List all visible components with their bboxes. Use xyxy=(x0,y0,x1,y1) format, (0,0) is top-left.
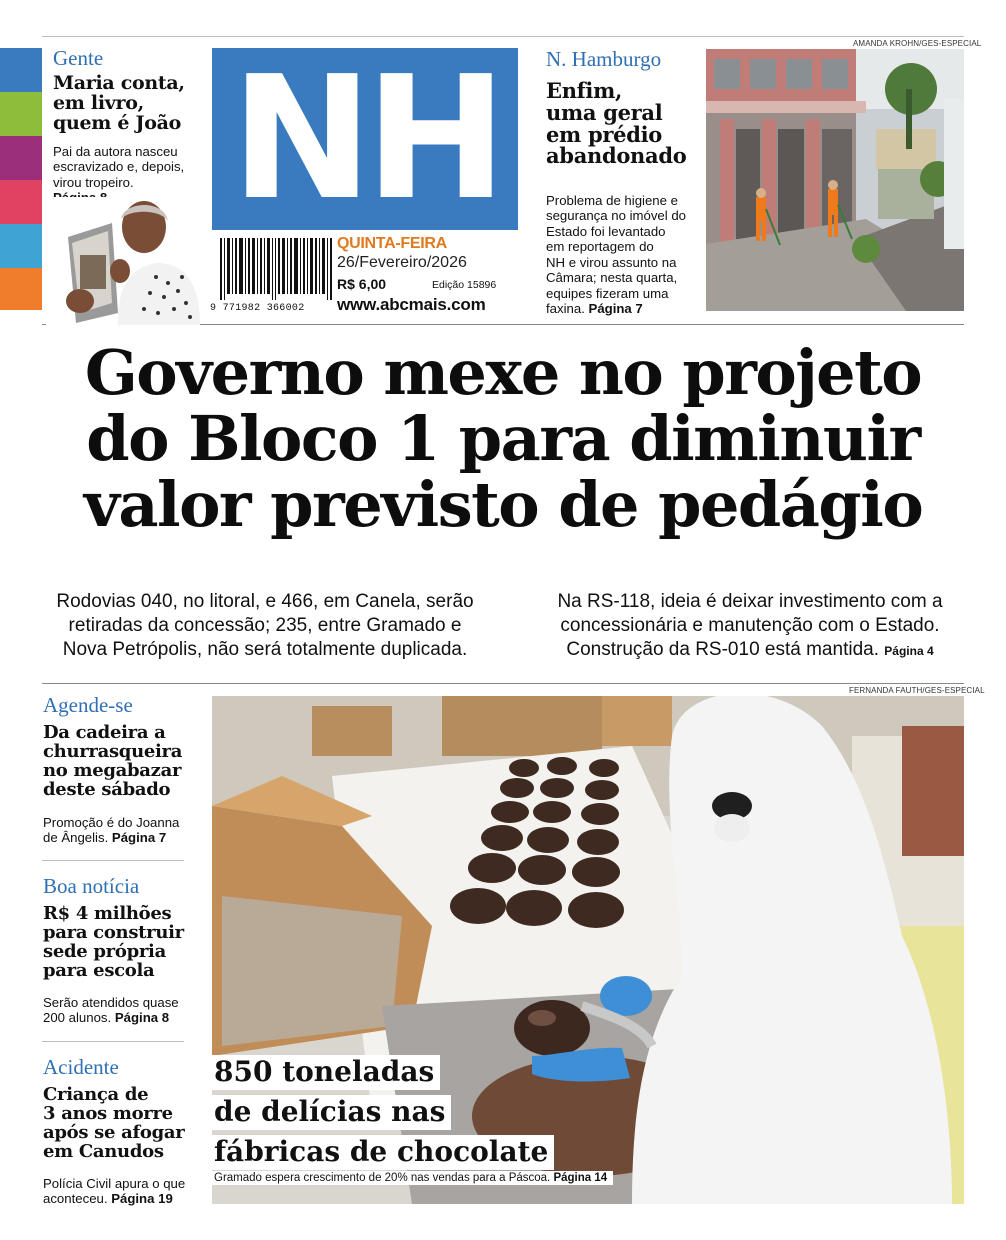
nh-logo[interactable] xyxy=(212,40,518,238)
sidebar-rule-2 xyxy=(42,1041,184,1042)
acidente-headline[interactable]: Criança de 3 anos morre após se afogar em Canudos xyxy=(43,1084,185,1163)
gente-summary: Pai da autora nasceu escravizado e, depois, virou tropeiro. xyxy=(53,144,203,206)
hamburgo-summary: Problema de higiene e segurança no imóvel do Estado foi levantado em reportagem do NH e virou assunto na Câmara; nesta quarta, equipes fizeram uma faxina. Página 7 xyxy=(546,193,687,317)
color-strip-orange xyxy=(0,268,42,310)
main-headline[interactable]: Governo mexe no projeto do Bloco 1 para diminuir valor previsto de pedágio xyxy=(83,336,923,541)
barcode xyxy=(220,238,332,300)
boa-kicker[interactable]: Boa notícia xyxy=(43,874,140,898)
color-strip-blue xyxy=(0,48,42,92)
agende-kicker[interactable]: Agende-se xyxy=(43,693,133,717)
sidebar-rule-1 xyxy=(42,860,184,861)
issue-date: 26/Fevereiro/2026 xyxy=(337,254,467,271)
main-deck-left: Rodovias 040, no litoral, e 466, em Canela, serão retiradas da concessão; 235, entre Gramado e Nova Petrópolis, não será totalmente duplicada. xyxy=(56,591,474,660)
price: R$ 6,00 xyxy=(337,276,387,292)
chocolate-headline[interactable]: 850 toneladas de delícias nas fábricas de chocolate xyxy=(212,1052,554,1172)
chocolate-photo-credit: FERNANDA FAUTH/GES-ESPECIAL xyxy=(849,686,985,695)
barcode-number: 9 771982 366002 xyxy=(210,303,305,314)
hamburgo-kicker[interactable]: N. Hamburgo xyxy=(546,47,662,71)
hamburgo-photo-credit: AMANDA KROHN/GES-ESPECIAL xyxy=(853,39,982,48)
acidente-kicker[interactable]: Acidente xyxy=(43,1055,119,1079)
agende-page-ref: Página 7 xyxy=(111,830,167,846)
agende-headline[interactable]: Da cadeira a churrasqueira no megabazar deste sábado xyxy=(43,722,183,801)
gente-photo[interactable] xyxy=(46,197,200,325)
boa-summary: Serão atendidos quase 200 alunos. Página 8 xyxy=(43,995,179,1026)
chocolate-summary: Gramado espera crescimento de 20% nas vendas para a Páscoa. Página 14 xyxy=(212,1171,613,1185)
website-link[interactable]: www.abcmais.com xyxy=(337,295,486,314)
gente-kicker[interactable]: Gente xyxy=(53,46,104,70)
weekday: QUINTA-FEIRA xyxy=(337,235,447,252)
color-strip-purple xyxy=(0,136,42,180)
chocolate-page-ref: Página 14 xyxy=(553,1172,608,1184)
edition-number: Edição 15896 xyxy=(432,279,497,291)
gente-headline[interactable]: Maria conta, em livro, quem é João xyxy=(53,72,185,135)
hamburgo-page-ref: Página 7 xyxy=(588,301,643,317)
main-deck-right: Na RS-118, ideia é deixar investimento com a concessionária e manutenção com o Estado. Construção da RS-010 está mantida. Página 4 xyxy=(557,591,943,660)
color-strip-red xyxy=(0,180,42,224)
boa-headline[interactable]: R$ 4 milhões para construir sede própria para escola xyxy=(43,903,184,982)
color-strip-green xyxy=(0,92,42,136)
main-page-ref: Página 4 xyxy=(884,644,934,658)
section-rule xyxy=(42,683,964,684)
hamburgo-headline[interactable]: Enfim, uma geral em prédio abandonado xyxy=(546,78,687,169)
acidente-page-ref: Página 19 xyxy=(111,1191,173,1207)
top-rule xyxy=(42,36,964,37)
agende-summary: Promoção é do Joanna de Ângelis. Página 7 xyxy=(43,815,180,846)
color-strip-cyan xyxy=(0,224,42,268)
boa-page-ref: Página 8 xyxy=(114,1010,170,1026)
nh-logo-text: NH xyxy=(230,40,500,238)
hamburgo-photo[interactable] xyxy=(706,49,964,311)
acidente-summary: Polícia Civil apura o que aconteceu. Página 19 xyxy=(43,1176,186,1207)
